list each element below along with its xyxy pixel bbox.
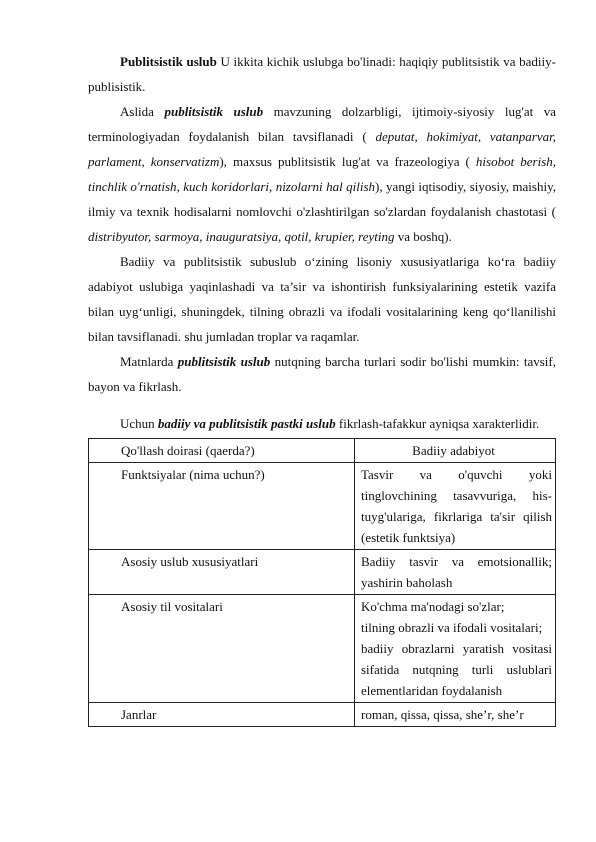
table-header-cell: Badiiy adabiyot — [355, 439, 556, 463]
paragraph-publitsistik — [88, 99, 556, 249]
text-run: Aslida — [120, 104, 165, 119]
table-row — [89, 703, 556, 727]
example-italic: deputat, hokimiyat, vatanparvar, parlament, konservatizm — [88, 129, 556, 169]
table-row — [89, 550, 556, 595]
paragraph-text: U ikkita kichik uslubga bo'linadi: haqiqiy publitsistik va badiiy-publisistik. — [88, 54, 556, 94]
text-run: mavzuning dolzarbligi, ijtimoiy-siyosiy lug'at va terminologiyadan foydalanish bilan tavsiflanadi ( — [88, 104, 556, 144]
text-run: ), yangi iqtisodiy, siyosiy, maishiy, ilmiy va texnik hodisalarni nomlovchi o'zlashtirilgan so'zlardan foydalanish chastotasi ( — [88, 179, 556, 219]
table-row — [89, 463, 556, 550]
table-header-row — [89, 439, 556, 463]
cell-line: Ko'chma ma'nodagi so'zlar; — [361, 599, 505, 614]
table-cell-label: Funktsiyalar (nima uchun?) — [89, 463, 355, 550]
comparison-table — [88, 438, 556, 727]
term-bold-italic: badiiy va publitsistik pastki uslub — [157, 416, 336, 431]
term-bold-italic: publitsistik uslub — [164, 104, 264, 119]
cell-line: tilning obrazli va ifodali vositalari; — [361, 620, 543, 635]
text-run: va boshq). — [394, 229, 452, 244]
table-header-cell: Qo'llash doirasi (qaerda?) — [89, 439, 355, 463]
table-cell-value: Tasvir va o'quvchi yoki tinglovchining tasavvuriga, his-tuyg'ulariga, fikrlariga ta'sir qilish (estetik funktsiya) — [355, 463, 556, 550]
table-cell-value: roman, qissa, qissa, she’r, she’r — [355, 703, 556, 727]
cell-line: badiiy obrazlarni yaratish vositasi sifatida nutqning turli uslublari elementlaridan foydalanish — [361, 641, 552, 698]
term-bold: Publitsistik uslub — [120, 54, 217, 69]
paragraph-matnlarda — [88, 349, 556, 399]
table-cell-label: Janrlar — [89, 703, 355, 727]
document-page — [88, 49, 556, 727]
paragraph-intro — [88, 49, 556, 99]
term-bold-italic: publitsistik uslub — [177, 354, 271, 369]
example-italic: hisobot berish, tinchlik o'rnatish, kuch koridorlari, nizolarni hal qilish — [88, 154, 556, 194]
example-italic: distribyutor, sarmoya, inauguratsiya, qotil, krupier, reyting — [88, 229, 395, 244]
paragraph-badiiy: Badiiy va publitsistik subuslub o‘zining lisoniy xususiyatlariga ko‘ra badiiy adabiyot uslubiga yaqinlashadi va ta’sir va ishontirish funksiyalarining estetik vazifa bilan uyg‘unligi, shuningdek, tilning obrazli va ifodali vositalarining keng qo‘llanilishi bilan tavsiflanadi. shu jumladan troplar va raqamlar. — [88, 254, 556, 344]
table-cell-value — [355, 595, 556, 703]
table-row — [89, 595, 556, 703]
text-run: Uchun — [120, 416, 158, 431]
paragraph-uchun — [88, 411, 556, 436]
table-cell-label: Asosiy til vositalari — [89, 595, 355, 703]
text-run: Matnlarda — [120, 354, 178, 369]
text-run: ), maxsus publitsistik lug'at va frazeologiya ( — [219, 154, 476, 169]
table-cell-label: Asosiy uslub xususiyatlari — [89, 550, 355, 595]
text-run: nutqning barcha turlari sodir bo'lishi mumkin: tavsif, bayon va fikrlash. — [88, 354, 557, 394]
table-cell-value: Badiiy tasvir va emotsionallik; yashirin baholash — [355, 550, 556, 595]
text-run: fikrlash-tafakkur ayniqsa xarakterlidir. — [335, 416, 540, 431]
